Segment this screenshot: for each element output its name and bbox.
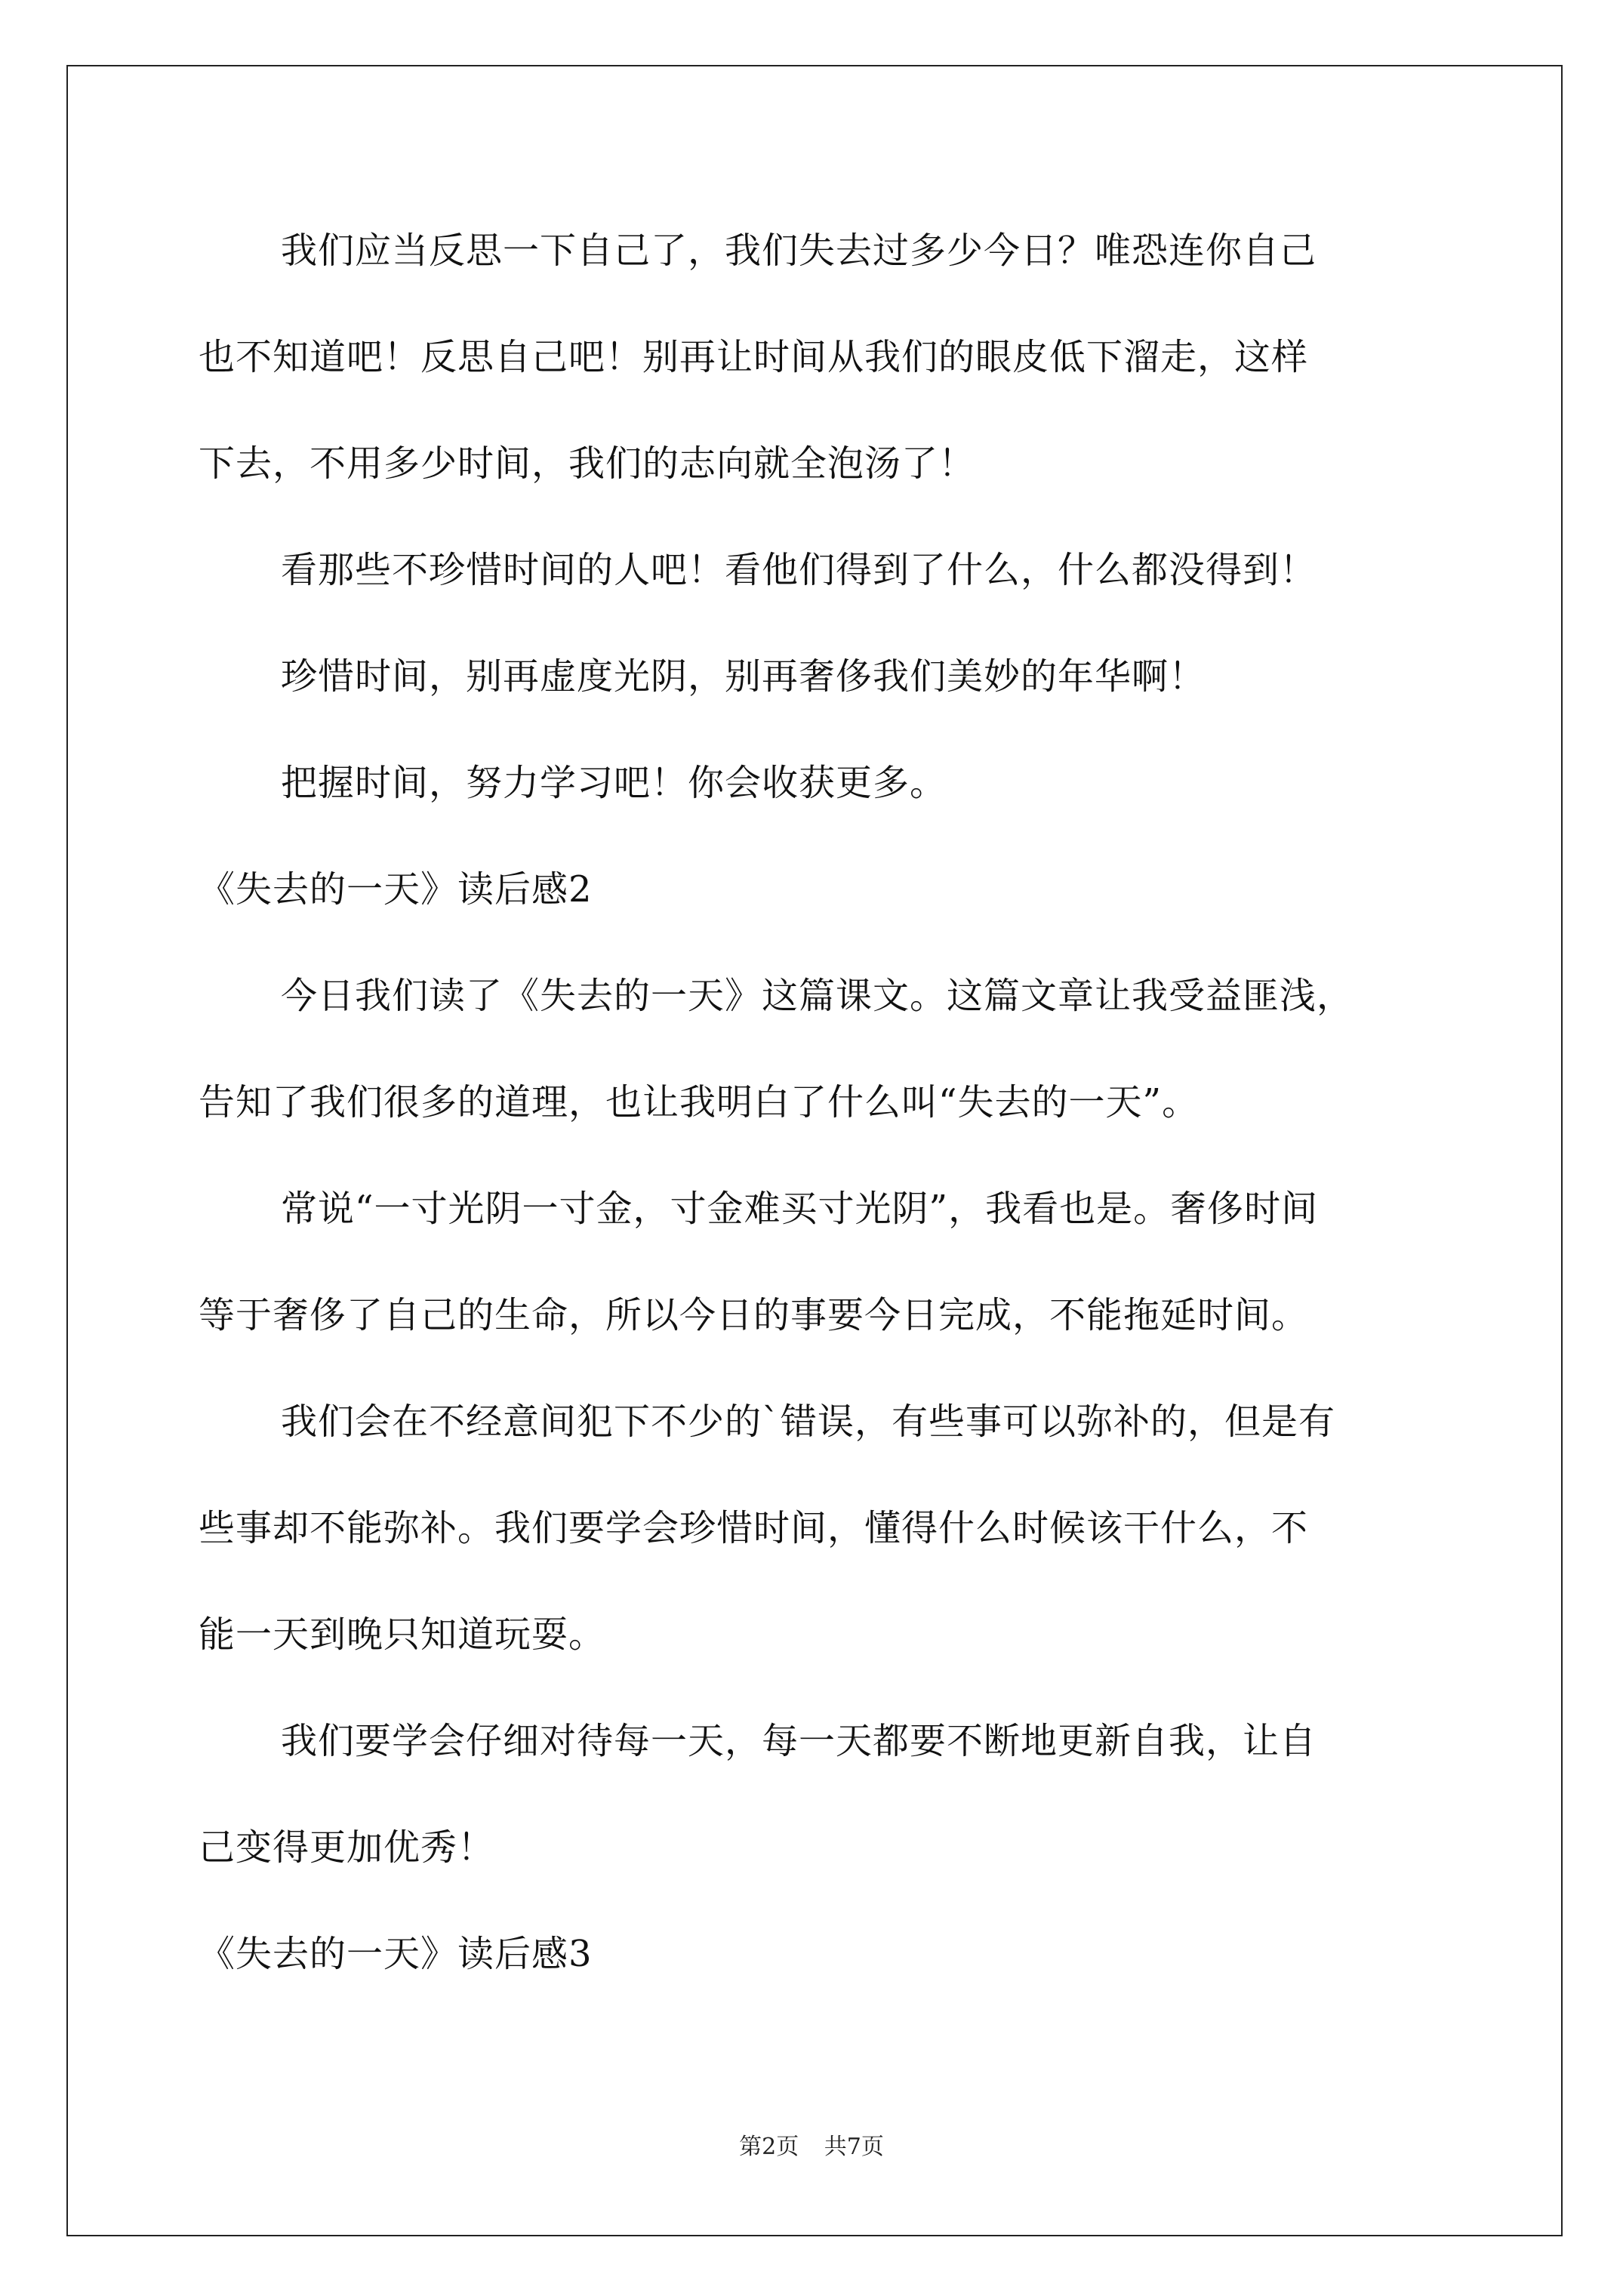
page-number: 第2页 (739, 2134, 799, 2160)
paragraph-line: 我们应当反思一下自己了，我们失去过多少今日？唯恐连你自己 (281, 230, 1317, 272)
paragraph-line: 告知了我们很多的道理，也让我明白了什么叫“失去的一天”。 (199, 1081, 1200, 1123)
paragraph-line: 下去，不用多少时间，我们的志向就全泡汤了！ (199, 442, 976, 485)
page-border (66, 65, 1563, 2236)
section-heading: 《失去的一天》读后感3 (199, 1933, 593, 1975)
section-heading: 《失去的一天》读后感2 (199, 868, 593, 911)
paragraph-line: 些事却不能弥补。我们要学会珍惜时间，懂得什么时候该干什么，不 (199, 1507, 1309, 1549)
paragraph-line: 看那些不珍惜时间的人吧！看他们得到了什么，什么都没得到！ (281, 549, 1317, 591)
paragraph-line: 常说“一寸光阴一寸金，寸金难买寸光阴”，我看也是。奢侈时间 (281, 1188, 1319, 1230)
paragraph-line: 也不知道吧！反思自己吧！别再让时间从我们的眼皮低下溜走，这样 (199, 336, 1309, 378)
paragraph-line: 我们要学会仔细对待每一天，每一天都要不断地更新自我，让自 (281, 1720, 1317, 1762)
paragraph-line: 能一天到晚只知道玩耍。 (199, 1613, 606, 1656)
paragraph-line: 把握时间，努力学习吧！你会收获更多。 (281, 762, 947, 804)
page-footer (0, 2132, 1623, 2162)
paragraph-line: 珍惜时间，别再虚度光阴，别再奢侈我们美妙的年华啊！ (281, 655, 1206, 698)
paragraph-line: 己变得更加优秀！ (199, 1826, 495, 1869)
paragraph-line: 今日我们读了《失去的一天》这篇课文。这篇文章让我受益匪浅， (281, 975, 1354, 1017)
page-total: 共7页 (824, 2134, 884, 2160)
paragraph-line: 等于奢侈了自己的生命，所以今日的事要今日完成，不能拖延时间。 (199, 1294, 1309, 1336)
paragraph-line: 我们会在不经意间犯下不少的`错误，有些事可以弥补的，但是有 (281, 1401, 1336, 1443)
